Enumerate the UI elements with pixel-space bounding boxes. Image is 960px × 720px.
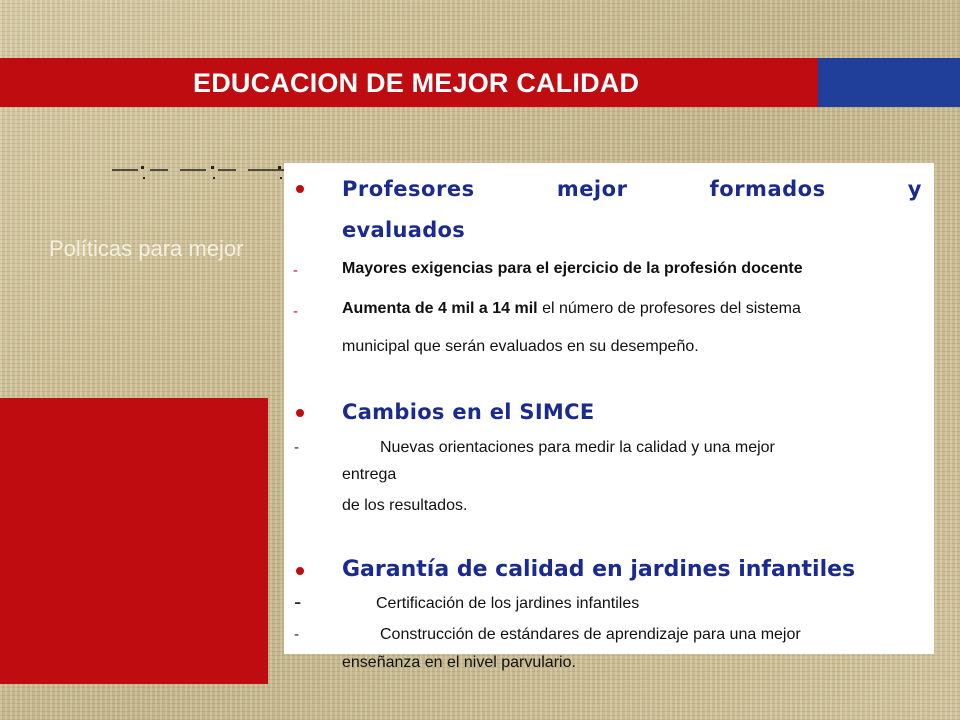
heading-word: Profesores [342,177,475,201]
section-2-item-1-line2: entrega [342,466,397,483]
section-2-item-1-line1: Nuevas orientaciones para medir la calidad y una mejor [380,439,775,456]
bullet-section-2 [296,409,304,417]
title-bar [0,58,818,107]
section-2-item-1-line3: de los resultados. [342,497,468,514]
heading-word: formados [709,177,826,201]
bullet-section-1 [296,185,304,193]
item-2-rest: el número de profesores del sistema [537,300,801,317]
section-1-heading-line2: evaluados [342,218,466,242]
dash-marker: - [294,439,299,456]
dash-marker: - [294,626,299,643]
heading-word: y [907,177,922,201]
slide-subtitle: Políticas para mejor [49,236,244,261]
red-decorative-block [0,398,268,684]
content-box [284,163,934,671]
bullet-section-3 [296,567,304,575]
section-1-item-2 [342,300,922,318]
decorative-dashes [110,161,290,181]
section-3-heading: Garantía de calidad en jardines infantiles [342,557,856,582]
section-3-item-2-line2: enseñanza en el nivel parvulario. [342,654,576,671]
section-1-heading [342,177,922,201]
dash-marker: - [294,589,302,614]
section-3-item-1: Certificación de los jardines infantiles [376,595,640,612]
title-accent-block [818,58,960,107]
slide-title: EDUCACION DE MEJOR CALIDAD [193,68,640,98]
section-2-heading: Cambios en el SIMCE [342,400,595,424]
dash-marker: - [293,262,298,279]
item-2-bold: Aumenta de 4 mil a 14 mil [342,300,538,317]
dash-marker: - [293,303,298,320]
section-1-item-2-line2: municipal que serán evaluados en su desempeño. [342,338,699,355]
section-1-item-1: Mayores exigencias para el ejercicio de la profesión docente [342,260,803,277]
heading-word: mejor [556,177,628,201]
section-3-item-2-line1: Construcción de estándares de aprendizaje para una mejor [380,626,801,643]
